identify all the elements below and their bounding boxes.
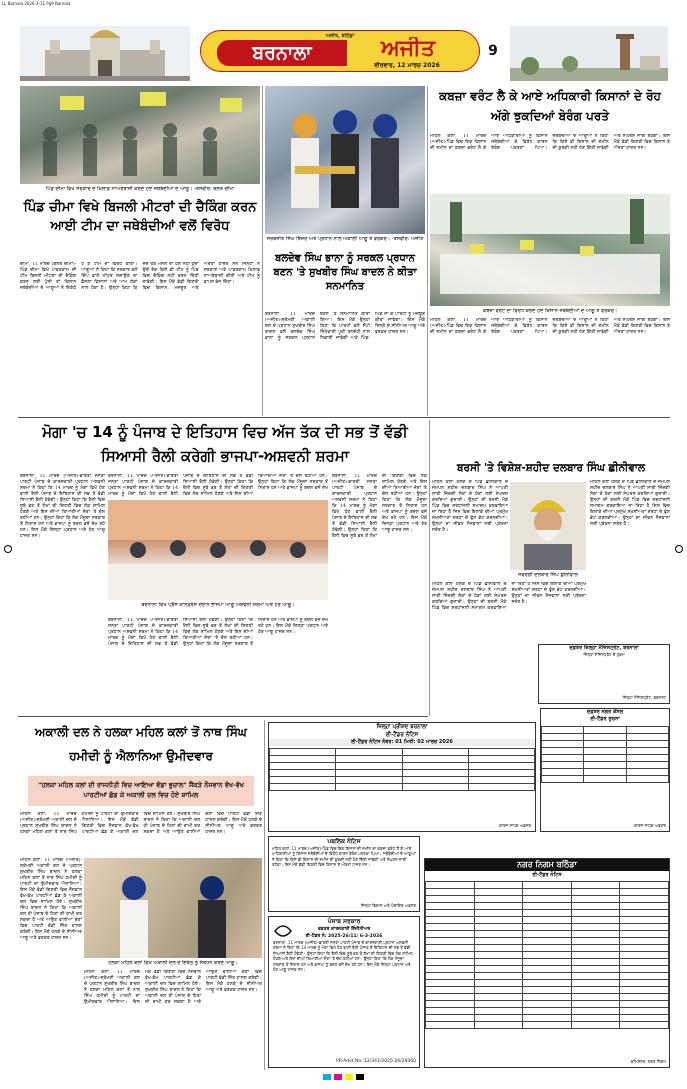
section-rule	[18, 417, 670, 418]
ad-punjab-govt-title: ਪੰਜਾਬ ਸਰਕਾਰ	[327, 918, 361, 925]
ad-tender1	[268, 722, 536, 832]
story4-body-top: ਬਰਨਾਲਾ, 11 ਮਾਰਚ (ਅਜੀਤ)-ਭਾਰਤੀ ਜਨਤਾ ਪਾਰਟੀ ਪੰਜਾਬ ਦੇ ਕਾਰਜਕਾਰੀ ਪ੍ਰਧਾਨ ਅਸ਼ਵਨੀ ਸ਼ਰਮਾ ਨੇ ਕਿਹਾ ਕਿ 14 ਮਾਰਚ ਨੂੰ ਮੋਗਾ ਵਿਖੇ ਹੋਣ ਵਾਲੀ ਰੈਲੀ ਪੰਜਾਬ ਦੇ ਇਤਿਹਾਸ ਦੀ ਸਭ ਤੋਂ ਵੱਡੀ ਸਿਆਸੀ ਰੈਲੀ ਹੋਵੇਗੀ। ਉਨ੍ਹਾਂ ਕਿਹਾ ਕਿ ਰੈਲੀ ਵਿਚ ਸੂਬੇ ਭਰ ਤੋਂ ਲੱਖਾਂ ਦੀ ਗਿਣਤੀ ਵਿਚ ਲੋਕ ਸ਼ਾਮਿਲ ਹੋਣਗੇ ਅਤੇ ਇਸ ਦੀਆਂ ਤਿਆਰੀਆਂ ਜ਼ੋਰਾਂ 'ਤੇ ਚੱਲ ਰਹੀਆਂ ਹਨ। ਉਨ੍ਹਾਂ ਕਿਹਾ ਕਿ ਲੋਕ ਮੌਜੂਦਾ ਸਰਕਾਰ ਤੋਂ ਨਿਰਾਸ਼ ਹਨ ਅਤੇ ਭਾਜਪਾ ਨੂੰ ਬਦਲ ਵਜੋਂ ਦੇਖ	[108, 474, 328, 497]
story5-body-right: ਮਹਿਲ ਕਲਾਂ ਹਲਕੇ ਦੇ ਪਿੰਡ ਛੀਨੀਵਾਲ ਦੇ ਜੰਮਪਲ ਸ਼ਹੀਦ ਦਲਬਾਰ ਸਿੰਘ ਨੇ ਆਪਣੀ ਸਾਰੀ ਜ਼ਿੰਦਗੀ ਲੋਕਾਂ ਦੇ ਹੱਕਾਂ ਲਈ ਸੰਘਰਸ਼ ਕਰਦਿਆਂ ਗੁਜ਼ਾਰੀ। ਉਨ੍ਹਾਂ ਦੀ ਬਰਸੀ ਮੌਕੇ ਪਿੰਡ ਵਿਚ ਸ਼ਰਧਾਂਜਲੀ ਸਮਾਗਮ ਕਰਵਾਇਆ ਜਾ ਰਿਹਾ ਹੈ ਜਿਸ ਵਿਚ ਇਲਾਕੇ ਦੀਆਂ ਪ੍ਰਮੁੱਖ ਸ਼ਖ਼ਸੀਅਤਾਂ ਸ਼ਰਧਾ ਦੇ ਫੁੱਲ ਭੇਟ ਕਰਨਗੀਆਂ। ਉਨ੍ਹਾਂ ਦਾ ਜੀਵਨ ਨੌਜਵਾਨਾਂ ਲਈ ਪ੍ਰੇਰਨਾ ਸਰੋਤ ਹੈ।	[590, 480, 670, 527]
story6-body-left: ਮਹਿਲ ਕਲਾਂ, 11 ਮਾਰਚ (ਅਜੀਤ)-ਸ਼੍ਰੋਮਣੀ ਅਕਾਲੀ ਦਲ ਦੇ ਪ੍ਰਧਾਨ ਸੁਖਬੀਰ ਸਿੰਘ ਬਾਦਲ ਨੇ ਹਲਕਾ ਮਹਿਲ ਕਲਾਂ ਤੋਂ ਨਾਥ ਸਿੰਘ ਹਮੀਦੀ ਨੂੰ ਪਾਰਟੀ ਦਾ ਉਮੀਦਵਾਰ ਐਲਾਨਿਆ। ਇਸ ਮੌਕੇ ਵੱਡੀ ਗਿਣਤੀ ਵਿਚ ਨੌਜਵਾਨ ਵੱਖ-ਵੱਖ ਪਾਰਟੀਆਂ ਛੱਡ ਕੇ ਅਕਾਲੀ ਦਲ ਵਿਚ ਸ਼ਾਮਿਲ ਹੋਏ। ਸੁਖਬੀਰ ਸਿੰਘ ਬਾਦਲ ਨੇ ਕਿਹਾ ਕਿ ਅਕਾਲੀ ਦਲ ਹੀ ਪੰਜਾਬ ਦੇ ਹਿਤਾਂ ਦੀ ਰਾਖੀ ਕਰ ਸਕਦਾ ਹੈ ਅਤੇ ਆਉਣ ਵਾਲੀਆਂ ਚੋਣਾਂ ਵਿਚ ਪਾਰਟੀ ਵੱਡੀ ਜਿੱਤ ਹਾਸਲ ਕਰੇਗੀ। ਇਸ ਮੌਕੇ ਹਲਕੇ ਦੇ ਸੀਨੀਅਰ ਆਗੂ ਅਤੇ ਵਰਕਰ ਹਾਜ਼ਰ ਸਨ।	[20, 858, 82, 941]
ad-tender1-table	[269, 748, 535, 791]
page-number: 9	[488, 43, 498, 59]
story5-portrait	[510, 482, 586, 570]
masthead-title-right: ਅਜੀਤ	[381, 37, 435, 61]
story5-body-bottom: ਮਹਿਲ ਕਲਾਂ ਹਲਕੇ ਦੇ ਪਿੰਡ ਛੀਨੀਵਾਲ ਦੇ ਜੰਮਪਲ ਸ਼ਹੀਦ ਦਲਬਾਰ ਸਿੰਘ ਨੇ ਆਪਣੀ ਸਾਰੀ ਜ਼ਿੰਦਗੀ ਲੋਕਾਂ ਦੇ ਹੱਕਾਂ ਲਈ ਸੰਘਰਸ਼ ਕਰਦਿਆਂ ਗੁਜ਼ਾਰੀ। ਉਨ੍ਹਾਂ ਦੀ ਬਰਸੀ ਮੌਕੇ ਪਿੰਡ ਵਿਚ ਸ਼ਰਧਾਂਜਲੀ ਸਮਾਗਮ ਕਰਵਾਇਆ ਜਾ ਰਿਹਾ ਹੈ ਜਿਸ ਵਿਚ ਇਲਾਕੇ ਦੀਆਂ ਪ੍ਰਮੁੱਖ ਸ਼ਖ਼ਸੀਅਤਾਂ ਸ਼ਰਧਾ ਦੇ ਫੁੱਲ ਭੇਟ ਕਰਨਗੀਆਂ। ਉਨ੍ਹਾਂ ਦਾ ਜੀਵਨ ਨੌਜਵਾਨਾਂ ਲਈ ਪ੍ਰੇਰਨਾ ਸਰੋਤ ਹੈ।	[432, 582, 586, 611]
ad-punjab-govt-notice: ਈ-ਟੈਂਡਰ ਨੰ: 2025-26/11/ 6-3-2026	[305, 934, 383, 939]
column-divider	[427, 86, 428, 416]
ad-nagar-sub: ਈ-ਟੈਂਡਰ ਨੋਟਿਸ	[532, 872, 562, 878]
ad-public-notice	[268, 836, 420, 912]
story4-caption: ਬਰਨਾਲਾ ਵਿਖੇ ਪ੍ਰੈੱਸ ਕਾਨਫ਼ਰੰਸ ਦੌਰਾਨ ਭਾਜਪਾ ਆਗੂ ਅਸ਼ਵਨੀ ਸ਼ਰਮਾ ਅਤੇ ਹੋਰ ਆਗੂ।	[141, 602, 295, 608]
masthead-left-photo	[20, 26, 190, 81]
ad-punjab-govt-sub: ਦਫ਼ਤਰ ਕਾਰਜਕਾਰੀ ਇੰਜੀਨੀਅਰ	[317, 927, 371, 932]
column-divider	[264, 720, 265, 1070]
ad-public-notice-body: ਮਹਿਲ ਕਲਾਂ, 11 ਮਾਰਚ (ਅਜੀਤ)-ਪਿੰਡ ਵਿਚ ਇਕ ਕਿਸਾਨ ਦੀ ਜ਼ਮੀਨ ਦਾ ਕਬਜ਼ਾ ਵਰੰਟ ਲੈ ਕੇ ਆਏ ਅਧਿਕਾਰੀਆਂ ਨੂੰ ਕਿਸਾਨ ਜਥੇਬੰਦੀਆਂ ਦੇ ਵਿਰੋਧ ਕਾਰਨ ਬੇਰੰਗ ਪਰਤਣਾ ਪਿਆ। ਜਥੇਬੰਦੀਆਂ ਦੇ ਆਗੂਆਂ ਨੇ ਕਿਹਾ ਕਿ ਕਿਸੇ ਵੀ ਕਿਸਾਨ ਦੀ ਜ਼ਮੀਨ ਦੀ ਕੁਰਕੀ ਨਹੀਂ ਹੋਣ ਦਿੱਤੀ ਜਾਵੇਗੀ ਅਤੇ ਸੰਘਰਸ਼ ਜਾਰੀ ਰਹੇਗਾ। ਇਸ ਮੌਕੇ ਵੱਡੀ ਗਿਣਤੀ ਵਿਚ ਕਿਸਾਨ ਤੇ ਔਰਤਾਂ ਹਾਜ਼ਰ ਸਨ।	[272, 846, 416, 868]
ad-tender2	[540, 708, 670, 832]
ad-notice3	[538, 644, 670, 704]
story3-caption: ਕਬਜ਼ਾ ਵਰੰਟ ਦਾ ਵਿਰੋਧ ਕਰਦੇ ਹੋਏ ਕਿਸਾਨ ਜਥੇਬੰਦੀਆਂ ਦੇ ਆਗੂ ਤੇ ਵਰਕਰ।	[482, 308, 618, 314]
ad-notice3-title: ਦਫ਼ਤਰ ਜ਼ਿਲ੍ਹਾ ਮੈਜਿਸਟ੍ਰੇਟ, ਬਰਨਾਲਾ	[569, 645, 639, 651]
ad-tender1-sub: ਈ-ਟੈਂਡਰ ਨੋਟਿਸ	[385, 732, 419, 738]
ad-tender2-sub: ਈ-ਟੈਂਡਰ ਸੂਚਨਾ	[590, 716, 620, 722]
story3-body-top: ਮਹਿਲ ਕਲਾਂ, 11 ਮਾਰਚ (ਅਜੀਤ)-ਪਿੰਡ ਵਿਚ ਇਕ ਕਿਸਾਨ ਦੀ ਜ਼ਮੀਨ ਦਾ ਕਬਜ਼ਾ ਵਰੰਟ ਲੈ ਕੇ ਆਏ ਅਧਿਕਾਰੀਆਂ ਨੂੰ ਕਿਸਾਨ ਜਥੇਬੰਦੀਆਂ ਦੇ ਵਿਰੋਧ ਕਾਰਨ ਬੇਰੰਗ ਪਰਤਣਾ ਪਿਆ। ਜਥੇਬੰਦੀਆਂ ਦੇ ਆਗੂਆਂ ਨੇ ਕਿਹਾ ਕਿ ਕਿਸੇ ਵੀ ਕਿਸਾਨ ਦੀ ਜ਼ਮੀਨ ਦੀ ਕੁਰਕੀ ਨਹੀਂ ਹੋਣ ਦਿੱਤੀ ਜਾਵੇਗੀ ਅਤੇ ਸੰਘਰਸ਼ ਜਾਰੀ ਰਹੇਗਾ। ਇਸ ਮੌਕੇ ਵੱਡੀ ਗਿਣਤੀ ਵਿਚ ਕਿਸਾਨ ਤੇ ਔਰਤਾਂ ਹਾਜ਼ਰ ਸਨ।	[430, 134, 670, 151]
gurdwara-illustration	[20, 26, 190, 81]
story5-caption: ਸਵਰਗੀ ਦਲਬਾਰ ਸਿੰਘ ਛੀਨੀਵਾਲ	[518, 572, 578, 578]
story6-body-bottom: ਮਹਿਲ ਕਲਾਂ, 11 ਮਾਰਚ (ਅਜੀਤ)-ਸ਼੍ਰੋਮਣੀ ਅਕਾਲੀ ਦਲ ਦੇ ਪ੍ਰਧਾਨ ਸੁਖਬੀਰ ਸਿੰਘ ਬਾਦਲ ਨੇ ਹਲਕਾ ਮਹਿਲ ਕਲਾਂ ਤੋਂ ਨਾਥ ਸਿੰਘ ਹਮੀਦੀ ਨੂੰ ਪਾਰਟੀ ਦਾ ਉਮੀਦਵਾਰ ਐਲਾਨਿਆ। ਇਸ ਮੌਕੇ ਵੱਡੀ ਗਿਣਤੀ ਵਿਚ ਨੌਜਵਾਨ ਵੱਖ-ਵੱਖ ਪਾਰਟੀਆਂ ਛੱਡ ਕੇ ਅਕਾਲੀ ਦਲ ਵਿਚ ਸ਼ਾਮਿਲ ਹੋਏ। ਸੁਖਬੀਰ ਸਿੰਘ ਬਾਦਲ ਨੇ ਕਿਹਾ ਕਿ ਅਕਾਲੀ ਦਲ ਹੀ ਪੰਜਾਬ ਦੇ ਹਿਤਾਂ ਦੀ ਰਾਖੀ ਕਰ ਸਕਦਾ ਹੈ ਅਤੇ ਆਉਣ ਵਾਲੀਆਂ ਚੋਣਾਂ ਵਿਚ ਪਾਰਟੀ ਵੱਡੀ ਜਿੱਤ ਹਾਸਲ ਕਰੇਗੀ। ਇਸ ਮੌਕੇ ਹਲਕੇ ਦੇ ਸੀਨੀਅਰ ਆਗੂ ਅਤੇ ਵਰਕਰ ਹਾਜ਼ਰ ਸਨ।	[84, 970, 262, 1005]
story4-body-left: ਬਰਨਾਲਾ, 11 ਮਾਰਚ (ਅਜੀਤ)-ਭਾਰਤੀ ਜਨਤਾ ਪਾਰਟੀ ਪੰਜਾਬ ਦੇ ਕਾਰਜਕਾਰੀ ਪ੍ਰਧਾਨ ਅਸ਼ਵਨੀ ਸ਼ਰਮਾ ਨੇ ਕਿਹਾ ਕਿ 14 ਮਾਰਚ ਨੂੰ ਮੋਗਾ ਵਿਖੇ ਹੋਣ ਵਾਲੀ ਰੈਲੀ ਪੰਜਾਬ ਦੇ ਇਤਿਹਾਸ ਦੀ ਸਭ ਤੋਂ ਵੱਡੀ ਸਿਆਸੀ ਰੈਲੀ ਹੋਵੇਗੀ। ਉਨ੍ਹਾਂ ਕਿਹਾ ਕਿ ਰੈਲੀ ਵਿਚ ਸੂਬੇ ਭਰ ਤੋਂ ਲੱਖਾਂ ਦੀ ਗਿਣਤੀ ਵਿਚ ਲੋਕ ਸ਼ਾਮਿਲ ਹੋਣਗੇ ਅਤੇ ਇਸ ਦੀਆਂ ਤਿਆਰੀਆਂ ਜ਼ੋਰਾਂ 'ਤੇ ਚੱਲ ਰਹੀਆਂ ਹਨ। ਉਨ੍ਹਾਂ ਕਿਹਾ ਕਿ ਲੋਕ ਮੌਜੂਦਾ ਸਰਕਾਰ ਤੋਂ ਨਿਰਾਸ਼ ਹਨ ਅਤੇ ਭਾਜਪਾ ਨੂੰ ਬਦਲ ਵਜੋਂ ਦੇਖ ਰਹੇ ਹਨ। ਇਸ ਮੌਕੇ ਜ਼ਿਲ੍ਹਾ ਪ੍ਰਧਾਨ ਅਤੇ ਹੋਰ ਆਗੂ ਹਾਜ਼ਰ ਸਨ।	[20, 474, 105, 539]
story1-photo	[20, 86, 260, 184]
color-bar	[0, 1074, 687, 1082]
slug-line: LL Barnala 2026-3-11 Pg9 Barnala	[2, 1, 71, 6]
ad-punjab-govt-footer: PR-Advt.No.:12/341/2025-26/26060	[336, 1059, 416, 1065]
story3-body: ਮਹਿਲ ਕਲਾਂ, 11 ਮਾਰਚ (ਅਜੀਤ)-ਪਿੰਡ ਵਿਚ ਇਕ ਕਿਸਾਨ ਦੀ ਜ਼ਮੀਨ ਦਾ ਕਬਜ਼ਾ ਵਰੰਟ ਲੈ ਕੇ ਆਏ ਅਧਿਕਾਰੀਆਂ ਨੂੰ ਕਿਸਾਨ ਜਥੇਬੰਦੀਆਂ ਦੇ ਵਿਰੋਧ ਕਾਰਨ ਬੇਰੰਗ ਪਰਤਣਾ ਪਿਆ। ਜਥੇਬੰਦੀਆਂ ਦੇ ਆਗੂਆਂ ਨੇ ਕਿਹਾ ਕਿ ਕਿਸੇ ਵੀ ਕਿਸਾਨ ਦੀ ਜ਼ਮੀਨ ਦੀ ਕੁਰਕੀ ਨਹੀਂ ਹੋਣ ਦਿੱਤੀ ਜਾਵੇਗੀ ਅਤੇ ਸੰਘਰਸ਼ ਜਾਰੀ ਰਹੇਗਾ। ਇਸ ਮੌਕੇ ਵੱਡੀ ਗਿਣਤੀ ਵਿਚ ਕਿਸਾਨ ਤੇ ਔਰਤਾਂ ਹਾਜ਼ਰ ਸਨ।	[430, 318, 670, 335]
story4-body-right: ਬਰਨਾਲਾ, 11 ਮਾਰਚ (ਅਜੀਤ)-ਭਾਰਤੀ ਜਨਤਾ ਪਾਰਟੀ ਪੰਜਾਬ ਦੇ ਕਾਰਜਕਾਰੀ ਪ੍ਰਧਾਨ ਅਸ਼ਵਨੀ ਸ਼ਰਮਾ ਨੇ ਕਿਹਾ ਕਿ 14 ਮਾਰਚ ਨੂੰ ਮੋਗਾ ਵਿਖੇ ਹੋਣ ਵਾਲੀ ਰੈਲੀ ਪੰਜਾਬ ਦੇ ਇਤਿਹਾਸ ਦੀ ਸਭ ਤੋਂ ਵੱਡੀ ਸਿਆਸੀ ਰੈਲੀ ਹੋਵੇਗੀ। ਉਨ੍ਹਾਂ ਕਿਹਾ ਕਿ ਰੈਲੀ ਵਿਚ ਸੂਬੇ ਭਰ ਤੋਂ ਲੱਖਾਂ ਦੀ ਗਿਣਤੀ ਵਿਚ ਲੋਕ ਸ਼ਾਮਿਲ ਹੋਣਗੇ ਅਤੇ ਇਸ ਦੀਆਂ ਤਿਆਰੀਆਂ ਜ਼ੋਰਾਂ 'ਤੇ ਚੱਲ ਰਹੀਆਂ ਹਨ। ਉਨ੍ਹਾਂ ਕਿਹਾ ਕਿ ਲੋਕ ਮੌਜੂਦਾ ਸਰਕਾਰ ਤੋਂ ਨਿਰਾਸ਼ ਹਨ ਅਤੇ ਭਾਜਪਾ ਨੂੰ ਬਦਲ ਵਜੋਂ ਦੇਖ ਰਹੇ ਹਨ। ਇਸ ਮੌਕੇ ਜ਼ਿਲ੍ਹਾ ਪ੍ਰਧਾਨ ਅਤੇ ਹੋਰ ਆਗੂ ਹਾਜ਼ਰ ਸਨ।	[332, 474, 427, 539]
ad-notice3-sub: ਜ਼ਿਲ੍ਹਾ ਮੈਜਿਸਟ੍ਰੇਟ ਦੇ ਹੁਕਮ	[583, 652, 625, 657]
ad-tender1-title: ਜ਼ਿਲ੍ਹਾ ਪ੍ਰੀਸ਼ਦ ਬਰਨਾਲਾ	[376, 724, 428, 730]
story6-headline: ਅਕਾਲੀ ਦਲ ਨੇ ਹਲਕਾ ਮਹਿਲ ਕਲਾਂ ਤੋਂ ਨਾਥ ਸਿੰਘ ਹਮੀਦੀ ਨੂੰ ਐਲਾਨਿਆ ਉਮੀਦਵਾਰ	[35, 725, 247, 763]
ad-nagar-nigam	[424, 858, 670, 1068]
issue-date: ਵੀਰਵਾਰ, 12 ਮਾਰਚ 2026	[374, 62, 440, 69]
story1-headline: ਪਿੰਡ ਚੀਮਾ ਵਿਖੇ ਬਿਜਲੀ ਮੀਟਰਾਂ ਦੀ ਚੈਕਿੰਗ ਕਰਨ ਆਈ ਟੀਮ ਦਾ ਜਥੇਬੰਦੀਆਂ ਵਲੋਂ ਵਿਰੋਧ	[23, 200, 257, 234]
masthead-title-left: ਬਰਨਾਲਾ	[252, 42, 312, 64]
story2-caption: ਸਰਬਜੀਤ ਸਿੰਘ ਝਿੰਜਰ ਅਤੇ ਪ੍ਰਧਾਨ ਨਾਲ ਅਕਾਲੀ ਆਗੂ ਤੇ ਵਰਕਰ। -ਤਸਵੀਰ: ਅਜੀਤ	[266, 236, 424, 242]
story6-photo	[84, 858, 262, 958]
story4-headline: ਮੋਗਾ 'ਚ 14 ਨੂੰ ਪੰਜਾਬ ਦੇ ਇਤਿਹਾਸ ਵਿਚ ਅੱਜ ਤੱਕ ਦੀ ਸਭ ਤੋਂ ਵੱਡੀ ਸਿਆਸੀ ਰੈਲੀ ਕਰੇਗੀ ਭਾਜਪਾ-ਅਸ਼ਵਨੀ ਸ਼ਰਮਾ	[42, 423, 408, 465]
story2-body: ਬਰਨਾਲਾ, 11 ਮਾਰਚ (ਅਜੀਤ)-ਸ਼੍ਰੋਮਣੀ ਅਕਾਲੀ ਦਲ ਦੇ ਪ੍ਰਧਾਨ ਸੁਖਬੀਰ ਸਿੰਘ ਬਾਦਲ ਵਲੋਂ ਬਲਦੇਵ ਸਿੰਘ ਭਾਨਾ ਨੂੰ ਸਰਕਲ ਪ੍ਰਧਾਨ ਬਣਨ 'ਤੇ ਸਨਮਾਨਿਤ ਕੀਤਾ ਗਿਆ। ਇਸ ਮੌਕੇ ਉਨ੍ਹਾਂ ਕਿਹਾ ਕਿ ਪਾਰਟੀ ਵਲੋਂ ਸੌਂਪੀ ਜ਼ਿੰਮੇਵਾਰੀ ਪੂਰੀ ਤਨਦੇਹੀ ਨਾਲ ਨਿਭਾਈ ਜਾਵੇਗੀ ਅਤੇ ਪਿੰਡ-ਪਿੰਡ ਜਾ ਕੇ ਪਾਰਟੀ ਨੂੰ ਮਜ਼ਬੂਤ ਕੀਤਾ ਜਾਵੇਗਾ। ਇਸ ਮੌਕੇ ਜ਼ਿਲ੍ਹੇ ਦੇ ਸੀਨੀਅਰ ਆਗੂ ਅਤੇ ਵਰਕਰ ਹਾਜ਼ਰ ਸਨ।	[265, 312, 425, 341]
story2-headline: ਬਲਦੇਵ ਸਿੰਘ ਭਾਨਾ ਨੂੰ ਸਰਕਲ ਪ੍ਰਧਾਨ ਬਣਨ 'ਤੇ ਸੁਖਬੀਰ ਸਿੰਘ ਬਾਦਲ ਨੇ ਕੀਤਾ ਸਨਮਾਨਿਤ	[273, 253, 417, 292]
story6-body-top: ਮਹਿਲ ਕਲਾਂ, 11 ਮਾਰਚ (ਅਜੀਤ)-ਸ਼੍ਰੋਮਣੀ ਅਕਾਲੀ ਦਲ ਦੇ ਪ੍ਰਧਾਨ ਸੁਖਬੀਰ ਸਿੰਘ ਬਾਦਲ ਨੇ ਹਲਕਾ ਮਹਿਲ ਕਲਾਂ ਤੋਂ ਨਾਥ ਸਿੰਘ ਹਮੀਦੀ ਨੂੰ ਪਾਰਟੀ ਦਾ ਉਮੀਦਵਾਰ ਐਲਾਨਿਆ। ਇਸ ਮੌਕੇ ਵੱਡੀ ਗਿਣਤੀ ਵਿਚ ਨੌਜਵਾਨ ਵੱਖ-ਵੱਖ ਪਾਰਟੀਆਂ ਛੱਡ ਕੇ ਅਕਾਲੀ ਦਲ ਵਿਚ ਸ਼ਾਮਿਲ ਹੋਏ। ਸੁਖਬੀਰ ਸਿੰਘ ਬਾਦਲ ਨੇ ਕਿਹਾ ਕਿ ਅਕਾਲੀ ਦਲ ਹੀ ਪੰਜਾਬ ਦੇ ਹਿਤਾਂ ਦੀ ਰਾਖੀ ਕਰ ਸਕਦਾ ਹੈ ਅਤੇ ਆਉਣ ਵਾਲੀਆਂ ਚੋਣਾਂ ਵਿਚ ਪਾਰਟੀ ਵੱਡੀ ਜਿੱਤ ਹਾਸਲ ਕਰੇਗੀ। ਇਸ ਮੌਕੇ ਹਲਕੇ ਦੇ ਸੀਨੀਅਰ ਆਗੂ ਅਤੇ ਵਰਕਰ ਹਾਜ਼ਰ ਸਨ।	[20, 812, 262, 835]
ad-tender1-notice: ਈ-ਟੈਂਡਰ ਨੋਟਿਸ ਨੰਬਰ: 01 ਮਿਤੀ: 02 ਮਾਰਚ 2026	[269, 739, 535, 746]
govt-logo-icon	[273, 921, 293, 941]
ad-tender1-footer: ਕਾਰਜ ਸਾਧਕ ਅਫ਼ਸਰ	[499, 823, 531, 829]
press-conference-illustration	[108, 500, 328, 600]
ad-public-notice-footer: ਜ਼ਿਲ੍ਹਾ ਵਿਕਾਸ ਅਤੇ ਪੰਚਾਇਤ ਅਫ਼ਸਰ	[360, 903, 416, 909]
registration-mark-left	[4, 545, 12, 553]
ad-tender2-table	[541, 726, 669, 783]
farmers-rally-illustration	[430, 194, 670, 306]
column-divider	[262, 86, 263, 416]
ad-punjab-govt	[268, 916, 420, 1068]
ad-public-notice-title: ਪਬਲਿਕ ਨੋਟਿਸ	[327, 838, 361, 845]
ad-nagar-table	[425, 881, 669, 1029]
story1-body: ਚੀਮਾ, 11 ਮਾਰਚ (ਬੋਲਤ ਚੀਮਾ)-ਪਿੰਡ ਚੀਮਾ ਵਿਖੇ ਪਾਵਰਕਾਮ ਦੀ ਟੀਮ ਬਿਜਲੀ ਮੀਟਰਾਂ ਦੀ ਚੈਕਿੰਗ ਕਰਨ ਲਈ ਪੁੱਜੀ ਤਾਂ ਕਿਸਾਨ ਜਥੇਬੰਦੀਆਂ ਦੇ ਆਗੂਆਂ ਨੇ ਇਕੱਠੇ ਹੋ ਕੇ ਟੀਮ ਦਾ ਵਿਰੋਧ ਕੀਤਾ। ਆਗੂਆਂ ਨੇ ਕਿਹਾ ਕਿ ਸਰਕਾਰ ਵਲੋਂ ਚਿੱਪ ਵਾਲੇ ਮੀਟਰ ਲਗਾਉਣ ਦਾ ਫ਼ੈਸਲਾ ਕਿਸਾਨਾਂ ਅਤੇ ਆਮ ਲੋਕਾਂ ਨਾਲ ਧੱਕਾ ਹੈ। ਉਨ੍ਹਾਂ ਕਿਹਾ ਕਿ ਜਦੋਂ ਤੱਕ ਮਸਲੇ ਦਾ ਹੱਲ ਨਹੀਂ ਹੁੰਦਾ ਉਦੋਂ ਤੱਕ ਕਿਸੇ ਵੀ ਟੀਮ ਨੂੰ ਪਿੰਡ ਵਿਚ ਚੈਕਿੰਗ ਨਹੀਂ ਕਰਨ ਦਿੱਤੀ ਜਾਵੇਗੀ। ਇਸ ਮੌਕੇ ਵੱਡੀ ਗਿਣਤੀ ਵਿਚ ਕਿਸਾਨ, ਮਜ਼ਦੂਰ ਅਤੇ ਔਰਤਾਂ ਹਾਜ਼ਰ ਸਨ ਜਿਨ੍ਹਾਂ ਨੇ ਸਰਕਾਰ ਅਤੇ ਪਾਵਰਕਾਮ ਖ਼ਿਲਾਫ਼ ਨਾਅਰੇਬਾਜ਼ੀ ਕੀਤੀ ਅਤੇ ਟੀਮ ਨੂੰ ਵਾਪਸ ਭੇਜ ਦਿੱਤਾ।	[20, 262, 260, 291]
masthead-right-photo	[510, 26, 668, 81]
ad-tender2-footer: ਕਾਰਜ ਸਾਧਕ ਅਫ਼ਸਰ	[634, 823, 666, 829]
masthead-banner	[200, 30, 480, 72]
party-leaders-illustration	[84, 858, 262, 958]
story5-headline: ਬਰਸੀ 'ਤੇ ਵਿਸ਼ੇਸ਼-ਸ਼ਹੀਦ ਦਲਬਾਰ ਸਿੰਘ ਛੀਨੀਵਾਲ	[456, 462, 646, 474]
portrait-illustration	[510, 482, 586, 570]
registration-mark-right	[675, 545, 683, 553]
story6-subhead: "ਹਲਕਾ ਮਹਿਲ ਕਲਾਂ ਦੀ ਰਾਜਨੀਤੀ ਵਿਚ ਆਇਆ ਵੱਡਾ ਭੁਚਾਲ" ਸੈਂਕੜੇ ਨੌਜਵਾਨ ਵੱਖ-ਵੱਖ ਪਾਰਟੀਆਂ ਛੱਡ ਕੇ ਅਕਾਲੀ ਦਲ ਵਿਚ ਹੋਏ ਸ਼ਾਮਿਲ	[28, 776, 254, 806]
protest-crowd-illustration	[20, 86, 260, 184]
masthead-small-title: ਅਜੀਤ, ਬਠਿੰਡਾ	[325, 33, 355, 39]
ad-nagar-title: ਨਗਰ ਨਿਗਮ ਬਠਿੰਡਾ	[425, 859, 669, 871]
story4-photo	[108, 500, 328, 600]
story6-caption: ਹਲਕਾ ਮਹਿਲ ਕਲਾਂ ਵਿਖੇ ਅਕਾਲੀ ਦਲ ਦੇ ਇਕੱਠ ਨੂੰ ਸੰਬੋਧਨ ਕਰਦੇ ਆਗੂ।	[108, 960, 238, 966]
ad-nagar-footer: ਕਮਿਸ਼ਨਰ, ਨਗਰ ਨਿਗਮ	[630, 1059, 666, 1065]
column-divider	[429, 420, 430, 716]
section-rule	[18, 716, 428, 717]
ad-punjab-govt-body: ਬਰਨਾਲਾ, 11 ਮਾਰਚ (ਅਜੀਤ)-ਭਾਰਤੀ ਜਨਤਾ ਪਾਰਟੀ ਪੰਜਾਬ ਦੇ ਕਾਰਜਕਾਰੀ ਪ੍ਰਧਾਨ ਅਸ਼ਵਨੀ ਸ਼ਰਮਾ ਨੇ ਕਿਹਾ ਕਿ 14 ਮਾਰਚ ਨੂੰ ਮੋਗਾ ਵਿਖੇ ਹੋਣ ਵਾਲੀ ਰੈਲੀ ਪੰਜਾਬ ਦੇ ਇਤਿਹਾਸ ਦੀ ਸਭ ਤੋਂ ਵੱਡੀ ਸਿਆਸੀ ਰੈਲੀ ਹੋਵੇਗੀ। ਉਨ੍ਹਾਂ ਕਿਹਾ ਕਿ ਰੈਲੀ ਵਿਚ ਸੂਬੇ ਭਰ ਤੋਂ ਲੱਖਾਂ ਦੀ ਗਿਣਤੀ ਵਿਚ ਲੋਕ ਸ਼ਾਮਿਲ ਹੋਣਗੇ ਅਤੇ ਇਸ ਦੀਆਂ ਤਿਆਰੀਆਂ ਜ਼ੋਰਾਂ 'ਤੇ ਚੱਲ ਰਹੀਆਂ ਹਨ। ਉਨ੍ਹਾਂ ਕਿਹਾ ਕਿ ਲੋਕ ਮੌਜੂਦਾ ਸਰਕਾਰ ਤੋਂ ਨਿਰਾਸ਼ ਹਨ ਅਤੇ ਭਾਜਪਾ ਨੂੰ ਬਦਲ ਵਜੋਂ ਦੇਖ ਰਹੇ ਹਨ। ਇਸ ਮੌਕੇ ਜ਼ਿਲ੍ਹਾ ਪ੍ਰਧਾਨ ਅਤੇ ਹੋਰ ਆਗੂ ਹਾਜ਼ਰ ਸਨ।	[273, 940, 413, 973]
story4-body-bottom: ਬਰਨਾਲਾ, 11 ਮਾਰਚ (ਅਜੀਤ)-ਭਾਰਤੀ ਜਨਤਾ ਪਾਰਟੀ ਪੰਜਾਬ ਦੇ ਕਾਰਜਕਾਰੀ ਪ੍ਰਧਾਨ ਅਸ਼ਵਨੀ ਸ਼ਰਮਾ ਨੇ ਕਿਹਾ ਕਿ 14 ਮਾਰਚ ਨੂੰ ਮੋਗਾ ਵਿਖੇ ਹੋਣ ਵਾਲੀ ਰੈਲੀ ਪੰਜਾਬ ਦੇ ਇਤਿਹਾਸ ਦੀ ਸਭ ਤੋਂ ਵੱਡੀ ਸਿਆਸੀ ਰੈਲੀ ਹੋਵੇਗੀ। ਉਨ੍ਹਾਂ ਕਿਹਾ ਕਿ ਰੈਲੀ ਵਿਚ ਸੂਬੇ ਭਰ ਤੋਂ ਲੱਖਾਂ ਦੀ ਗਿਣਤੀ ਵਿਚ ਲੋਕ ਸ਼ਾਮਿਲ ਹੋਣਗੇ ਅਤੇ ਇਸ ਦੀਆਂ ਤਿਆਰੀਆਂ ਜ਼ੋਰਾਂ 'ਤੇ ਚੱਲ ਰਹੀਆਂ ਹਨ। ਉਨ੍ਹਾਂ ਕਿਹਾ ਕਿ ਲੋਕ ਮੌਜੂਦਾ ਸਰਕਾਰ ਤੋਂ ਨਿਰਾਸ਼ ਹਨ ਅਤੇ ਭਾਜਪਾ ਨੂੰ ਬਦਲ ਵਜੋਂ ਦੇਖ ਰਹੇ ਹਨ। ਇਸ ਮੌਕੇ ਜ਼ਿਲ੍ਹਾ ਪ੍ਰਧਾਨ ਅਤੇ ਹੋਰ ਆਗੂ ਹਾਜ਼ਰ ਸਨ।	[108, 618, 328, 647]
ad-tender2-title: ਦਫ਼ਤਰ ਨਗਰ ਕੌਂਸਲ	[586, 709, 624, 715]
story5-body-left: ਮਹਿਲ ਕਲਾਂ ਹਲਕੇ ਦੇ ਪਿੰਡ ਛੀਨੀਵਾਲ ਦੇ ਜੰਮਪਲ ਸ਼ਹੀਦ ਦਲਬਾਰ ਸਿੰਘ ਨੇ ਆਪਣੀ ਸਾਰੀ ਜ਼ਿੰਦਗੀ ਲੋਕਾਂ ਦੇ ਹੱਕਾਂ ਲਈ ਸੰਘਰਸ਼ ਕਰਦਿਆਂ ਗੁਜ਼ਾਰੀ। ਉਨ੍ਹਾਂ ਦੀ ਬਰਸੀ ਮੌਕੇ ਪਿੰਡ ਵਿਚ ਸ਼ਰਧਾਂਜਲੀ ਸਮਾਗਮ ਕਰਵਾਇਆ ਜਾ ਰਿਹਾ ਹੈ ਜਿਸ ਵਿਚ ਇਲਾਕੇ ਦੀਆਂ ਪ੍ਰਮੁੱਖ ਸ਼ਖ਼ਸੀਅਤਾਂ ਸ਼ਰਧਾ ਦੇ ਫੁੱਲ ਭੇਟ ਕਰਨਗੀਆਂ। ਉਨ੍ਹਾਂ ਦਾ ਜੀਵਨ ਨੌਜਵਾਨਾਂ ਲਈ ਪ੍ਰੇਰਨਾ ਸਰੋਤ ਹੈ।	[432, 480, 508, 533]
story3-photo	[430, 194, 670, 306]
story2-photo	[265, 86, 425, 234]
monument-illustration	[510, 26, 668, 81]
leaders-group-illustration	[265, 86, 425, 234]
ad-notice3-footer: ਜ਼ਿਲ੍ਹਾ ਮੈਜਿਸਟ੍ਰੇਟ, ਬਰਨਾਲਾ	[622, 695, 666, 701]
story1-caption: ਪਿੰਡ ਚੀਮਾ ਵਿਖੇ ਸਰਕਾਰ ਦੇ ਖ਼ਿਲਾਫ਼ ਨਾਅਰੇਬਾਜ਼ੀ ਕਰਦੇ ਹੋਏ ਜਥੇਬੰਦੀਆਂ ਦੇ ਆਗੂ। -ਤਸਵੀਰ: ਬੋਲਤ ਚੀਮਾ	[45, 186, 235, 192]
story3-headline: ਕਬਜ਼ਾ ਵਰੰਟ ਲੈ ਕੇ ਆਏ ਅਧਿਕਾਰੀ ਕਿਸਾਨਾਂ ਦੇ ਰੋਹ ਅੱਗੇ ਝੁਕਦਿਆਂ ਬੇਰੰਗ ਪਰਤੇ	[439, 89, 661, 123]
